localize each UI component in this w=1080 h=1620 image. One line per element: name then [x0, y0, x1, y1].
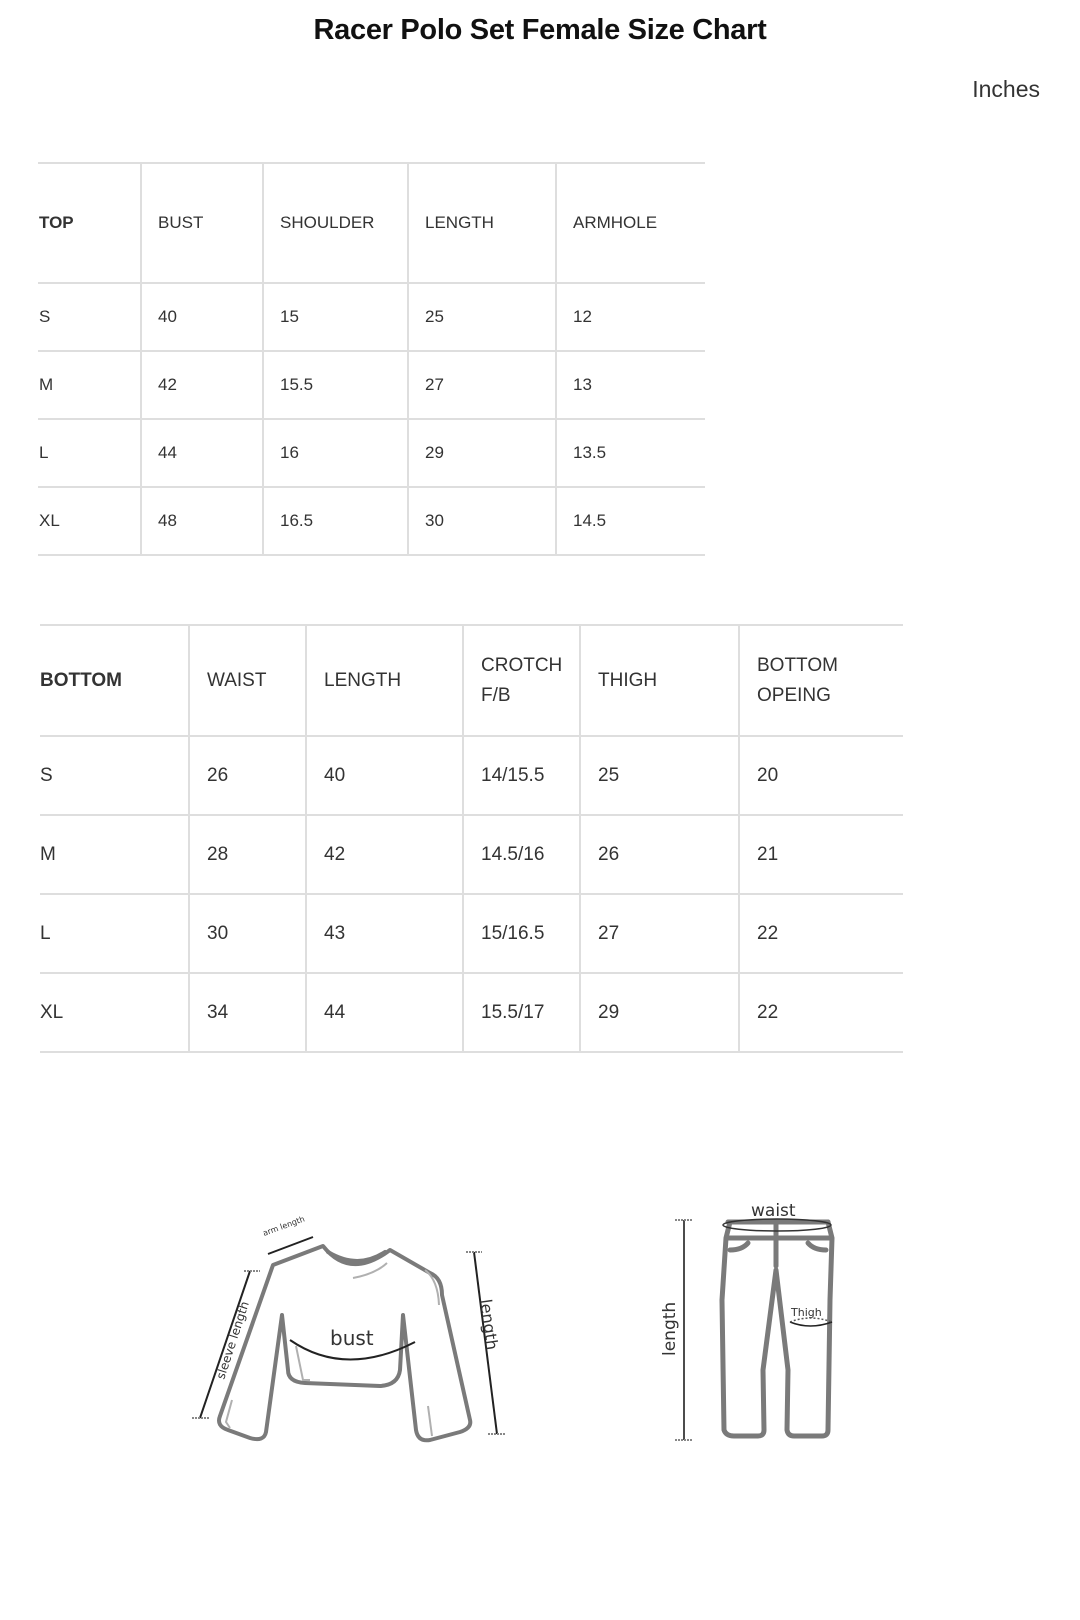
size-cell: S — [40, 736, 189, 815]
value-cell: 14.5/16 — [463, 815, 580, 894]
value-cell: 28 — [189, 815, 306, 894]
crop-top-sketch-icon — [180, 1170, 510, 1440]
value-cell: 14/15.5 — [463, 736, 580, 815]
header-cell: TOP — [38, 163, 141, 283]
value-cell: 34 — [189, 973, 306, 1052]
value-cell: 22 — [739, 973, 903, 1052]
length-label: length — [660, 1301, 680, 1356]
value-cell: 48 — [141, 487, 263, 555]
header-cell: ARMHOLE — [556, 163, 705, 283]
value-cell: 15.5/17 — [463, 973, 580, 1052]
value-cell: 15.5 — [263, 351, 408, 419]
header-cell: WAIST — [189, 625, 306, 736]
value-cell: 40 — [306, 736, 463, 815]
value-cell: 13.5 — [556, 419, 705, 487]
table-row — [38, 283, 705, 351]
size-cell: M — [40, 815, 189, 894]
length-label: length — [476, 1297, 502, 1352]
value-cell: 30 — [408, 487, 556, 555]
page-title: Racer Polo Set Female Size Chart — [313, 14, 767, 46]
value-cell: 42 — [141, 351, 263, 419]
value-cell: 25 — [580, 736, 739, 815]
size-cell: M — [38, 351, 141, 419]
header-cell: SHOULDER — [263, 163, 408, 283]
header-cell: BOTTOM OPEING — [739, 625, 903, 736]
table-row — [38, 419, 705, 487]
thigh-label: Thigh — [791, 1306, 822, 1319]
size-cell: XL — [38, 487, 141, 555]
value-cell: 26 — [189, 736, 306, 815]
value-cell: 40 — [141, 283, 263, 351]
table-row — [38, 351, 705, 419]
value-cell: 20 — [739, 736, 903, 815]
bust-label: bust — [330, 1326, 374, 1350]
header-cell: BUST — [141, 163, 263, 283]
table-row — [40, 894, 903, 973]
value-cell: 22 — [739, 894, 903, 973]
table-header-row — [38, 163, 705, 283]
value-cell: 27 — [408, 351, 556, 419]
table-row — [40, 973, 903, 1052]
value-cell: 44 — [306, 973, 463, 1052]
value-cell: 44 — [141, 419, 263, 487]
header-cell: THIGH — [580, 625, 739, 736]
value-cell: 13 — [556, 351, 705, 419]
sleeve-length-label: sleeve length — [213, 1299, 252, 1381]
pants-sketch-icon — [660, 1150, 860, 1450]
value-cell: 15 — [263, 283, 408, 351]
value-cell: 25 — [408, 283, 556, 351]
table-row — [40, 815, 903, 894]
table-header-row — [40, 625, 903, 736]
value-cell: 14.5 — [556, 487, 705, 555]
size-cell: S — [38, 283, 141, 351]
header-cell: CROTCH F/B — [463, 625, 580, 736]
value-cell: 29 — [580, 973, 739, 1052]
value-cell: 21 — [739, 815, 903, 894]
value-cell: 42 — [306, 815, 463, 894]
unit-label: Inches — [972, 76, 1040, 102]
value-cell: 27 — [580, 894, 739, 973]
value-cell: 43 — [306, 894, 463, 973]
bottom-size-table — [40, 624, 903, 1053]
size-cell: L — [40, 894, 189, 973]
value-cell: 29 — [408, 419, 556, 487]
value-cell: 30 — [189, 894, 306, 973]
bottom-measurement-diagram — [660, 1150, 860, 1450]
value-cell: 15/16.5 — [463, 894, 580, 973]
value-cell: 26 — [580, 815, 739, 894]
value-cell: 12 — [556, 283, 705, 351]
size-cell: XL — [40, 973, 189, 1052]
header-cell: BOTTOM — [40, 625, 189, 736]
value-cell: 16.5 — [263, 487, 408, 555]
header-cell: LENGTH — [306, 625, 463, 736]
table-row — [40, 736, 903, 815]
size-cell: L — [38, 419, 141, 487]
value-cell: 16 — [263, 419, 408, 487]
waist-label: waist — [751, 1201, 796, 1221]
top-measurement-diagram — [180, 1170, 510, 1440]
top-size-table — [38, 162, 705, 556]
header-cell: LENGTH — [408, 163, 556, 283]
table-row — [38, 487, 705, 555]
arm-length-label: arm length — [261, 1214, 306, 1238]
